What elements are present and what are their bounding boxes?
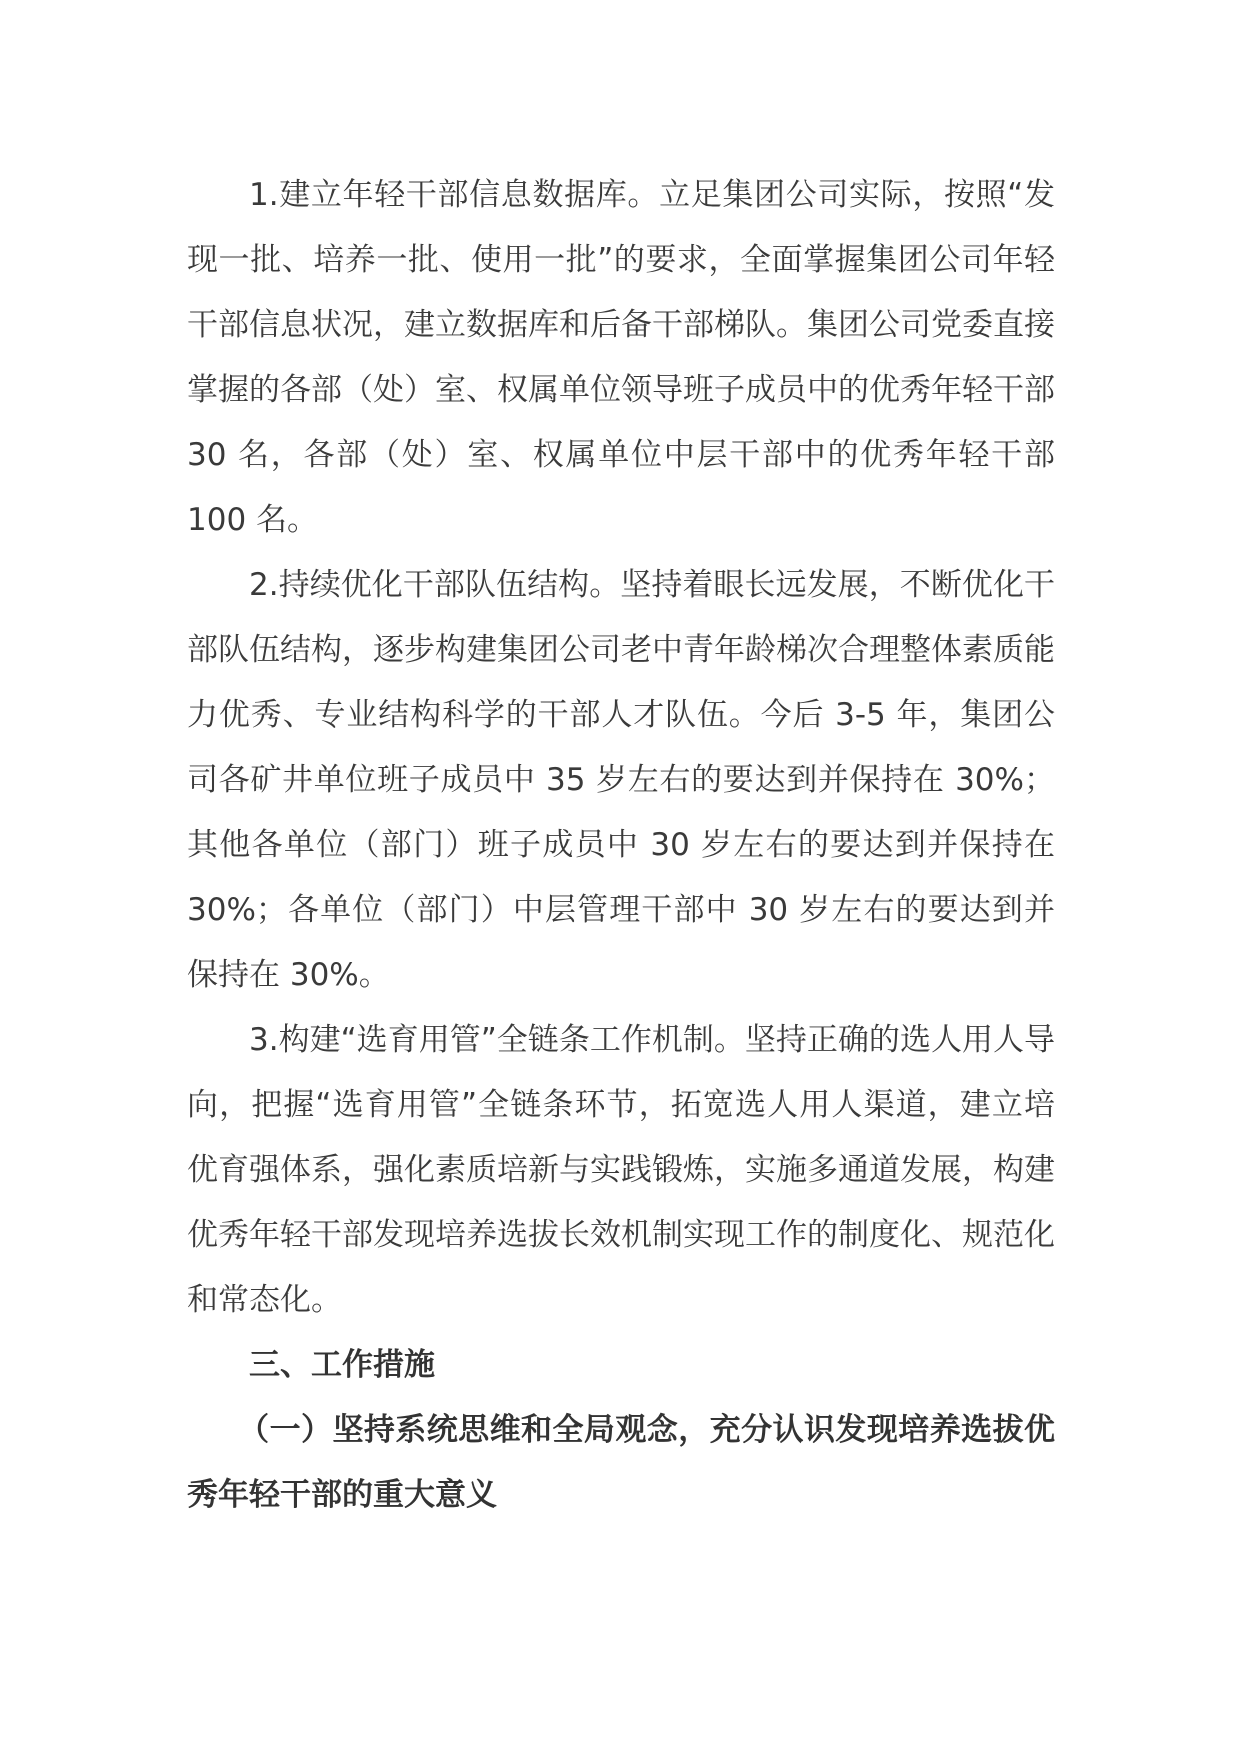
document-body	[187, 163, 1055, 1528]
paragraph-youth-cadre-database: 1.建立年轻干部信息数据库。立足集团公司实际，按照“发现一批、培养一批、使用一批”的要求，全面掌握集团公司年轻干部信息状况，建立数据库和后备干部梯队。集团公司党委直接掌握的各部（处）室、权属单位领导班子成员中的优秀年轻干部 30 名，各部（处）室、权属单位中层干部中的优秀年轻干部 100 名。	[187, 177, 1055, 538]
paragraph-selection-mechanism: 3.构建“选育用管”全链条工作机制。坚持正确的选人用人导向，把握“选育用管”全链条环节，拓宽选人用人渠道，建立培优育强体系，强化素质培新与实践锻炼，实施多通道发展，构建优秀年轻干部发现培养选拔长效机制实现工作的制度化、规范化和常态化。	[187, 1022, 1055, 1318]
subsection-heading: （一）坚持系统思维和全局观念，充分认识发现培养选拔优秀年轻干部的重大意义	[187, 1412, 1055, 1513]
section-heading: 三、工作措施	[249, 1347, 435, 1383]
paragraph-optimize-cadre-structure: 2.持续优化干部队伍结构。坚持着眼长远发展，不断优化干部队伍结构，逐步构建集团公司老中青年龄梯次合理整体素质能力优秀、专业结构科学的干部人才队伍。今后 3-5 年，集团公司各矿井单位班子成员中 35 岁左右的要达到并保持在 30%；其他各单位（部门）班子成员中 30 岁左右的要达到并保持在 30%；各单位（部门）中层管理干部中 30 岁左右的要达到并保持在 30%。	[187, 567, 1055, 993]
